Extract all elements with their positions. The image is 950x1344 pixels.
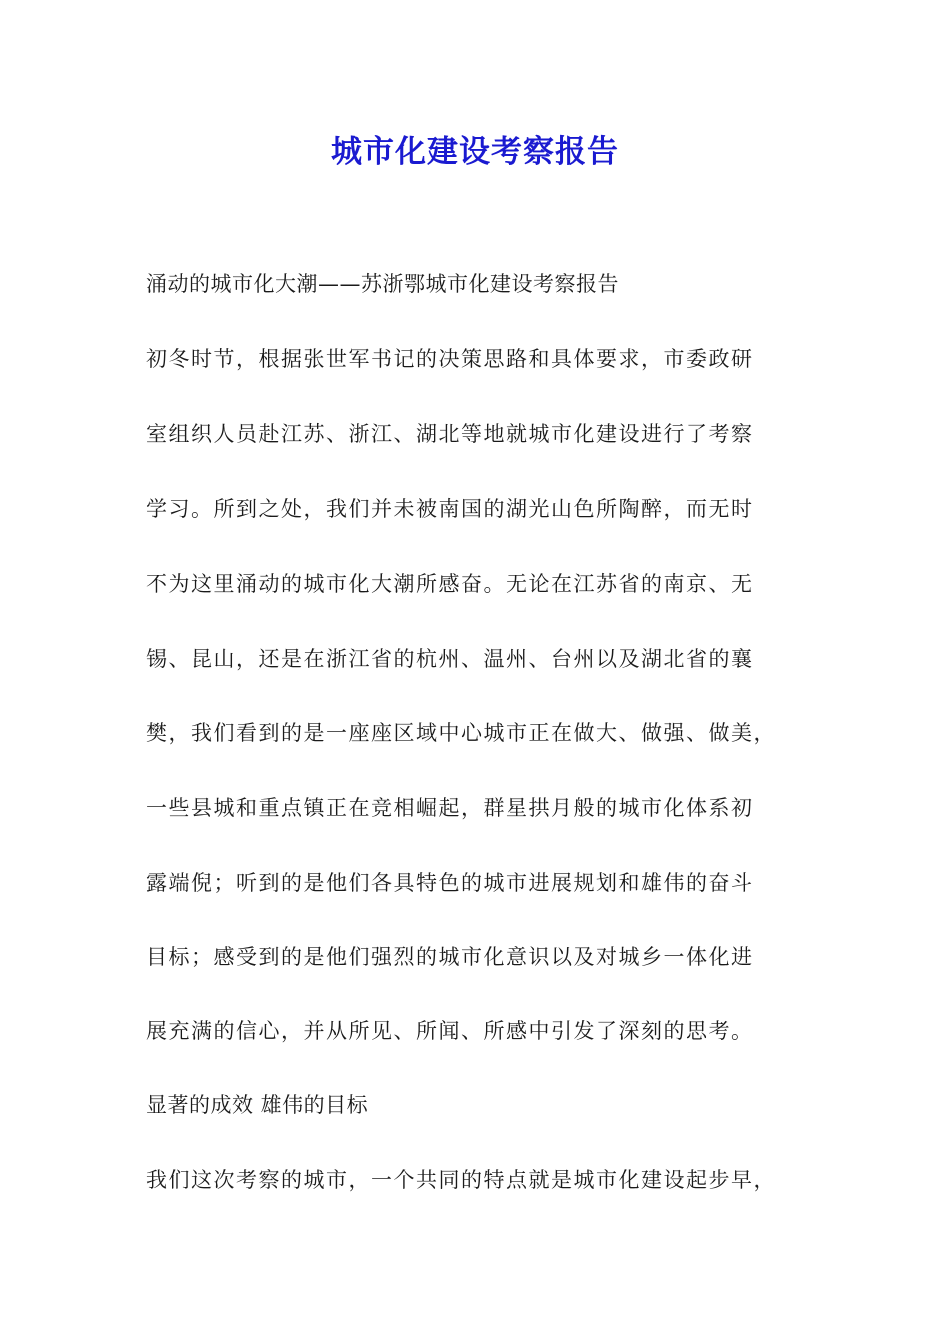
paragraph-line: 展充满的信心，并从所见、所闻、所感中引发了深刻的思考。	[146, 1019, 754, 1043]
paragraph-line: 一些县城和重点镇正在竞相崛起，群星拱月般的城市化体系初	[146, 796, 754, 820]
document-subtitle: 涌动的城市化大潮——苏浙鄂城市化建设考察报告	[146, 272, 619, 296]
paragraph-line: 学习。所到之处，我们并未被南国的湖光山色所陶醉，而无时	[146, 497, 754, 521]
section-heading: 显著的成效 雄伟的目标	[146, 1093, 369, 1117]
paragraph-line: 室组织人员赴江苏、浙江、湖北等地就城市化建设进行了考察	[146, 422, 754, 446]
paragraph-line: 樊，我们看到的是一座座区域中心城市正在做大、做强、做美，	[146, 721, 776, 745]
paragraph-line: 不为这里涌动的城市化大潮所感奋。无论在江苏省的南京、无	[146, 572, 754, 596]
paragraph-line: 露端倪；听到的是他们各具特色的城市进展规划和雄伟的奋斗	[146, 871, 754, 895]
paragraph-line: 目标；感受到的是他们强烈的城市化意识以及对城乡一体化进	[146, 945, 754, 969]
paragraph-line: 初冬时节，根据张世军书记的决策思路和具体要求，市委政研	[146, 347, 754, 371]
paragraph-line: 我们这次考察的城市，一个共同的特点就是城市化建设起步早，	[146, 1168, 776, 1192]
paragraph-line: 锡、昆山，还是在浙江省的杭州、温州、台州以及湖北省的襄	[146, 647, 754, 671]
document-title: 城市化建设考察报告	[331, 134, 619, 170]
